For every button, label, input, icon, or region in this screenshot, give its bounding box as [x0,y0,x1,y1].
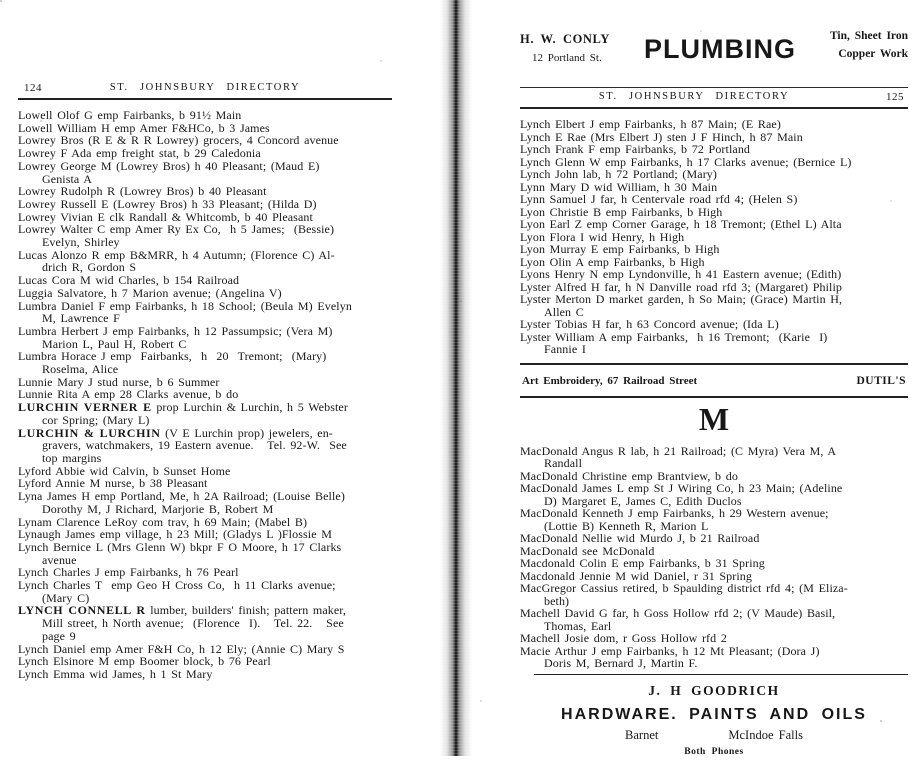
mid-ad-right-text: DUTIL'S [856,374,906,387]
page-left [18,82,392,681]
entry-bold-name: LURCHIN & LURCHIN [18,425,161,440]
directory-entry: LURCHIN VERNER E prop Lurchin & Lurchin, h 5 Webster cor Spring; (Mary L) [18,400,348,427]
directory-entry: MacDonald Kenneth J emp Fairbanks, h 29 Western avenue; (Lottie B) Kenneth R, Marion L [520,506,829,533]
directory-entry: Lowrey George M (Lowrey Bros) h 40 Pleasant; (Maud E) Genista A [18,158,320,186]
directory-entry: Lunnie Mary J stud nurse, b 6 Summer [18,374,220,389]
directory-entry: MacDonald see McDonald [520,543,655,558]
directory-entry: Lyon Earl Z emp Corner Garage, h 18 Tremont; (Ethel L) Alta [520,217,842,232]
page-right [520,26,908,757]
directory-entry: Lowrey Vivian E clk Randall & Whitcomb, b 40 Pleasant [18,209,313,224]
directory-title-left: ST. JOHNSBURY DIRECTORY [109,82,301,93]
directory-entry: Luggia Salvatore, h 7 Marion avenue; (Angelina V) [18,285,282,300]
directory-entry: Lyna James H emp Portland, Me, h 2A Railroad; (Louise Belle) Dorothy M, J Richard, Marjorie B, Robert M [18,489,345,516]
directory-entry: LURCHIN & LURCHIN (V E Lurchin prop) jewelers, en- gravers, watchmakers, 19 Eastern avenue. Tel. 92-W. See top margins [18,425,347,465]
directory-entry: Macie Arthur J emp Fairbanks, h 12 Mt Pleasant; (Dora J) Doris M, Bernard J, Martin F. [520,643,820,671]
directory-entry: Lynch John lab, h 72 Portland; (Mary) [520,167,718,182]
directory-entry: Lowrey Bros (R E & R R Lowrey) grocers, 4 Concord avenue [18,133,339,148]
directory-entry: Lucas Alonzo R emp B&MRR, h 4 Autumn; (Florence C) Al- drich R, Gordon S [18,247,335,275]
bottom-ad-goodrich [520,674,908,758]
mid-ad-row [520,365,908,396]
left-page-header [18,82,392,98]
mid-ad-left-text: Art Embroidery, 67 Railroad Street [522,374,698,387]
header-rule-right [520,107,908,109]
directory-entry: Lowrey F Ada emp freight stat, b 29 Caledonia [18,146,261,161]
directory-entry: Lynch Charles J emp Fairbanks, h 76 Pearl [18,565,239,580]
top-ad-service-line-2: Copper Work [838,48,908,60]
bottom-ad-locations [520,728,908,743]
entries-right-bottom [520,445,908,670]
directory-entry: Macdonald Jennie M wid Daniel, r 31 Spring [520,568,752,583]
book-binding-gutter [440,0,472,756]
scan-speckles [0,0,2,2]
directory-entry: Lynaugh James emp village, h 23 Mill; (Gladys L )Flossie M [18,527,332,542]
top-ad-conly-plumbing [520,26,908,80]
directory-entry: Lumbra Herbert J emp Fairbanks, h 12 Passumpsic; (Vera M) Marion L, Paul H, Robert C [18,323,333,351]
mid-ad-dutils [520,363,908,398]
directory-entry: Lynch Elsinore M emp Boomer block, b 76 Pearl [18,654,271,669]
directory-entry: Lynch Frank F emp Fairbanks, b 72 Portland [520,142,751,157]
directory-entry: Lyford Abbie wid Calvin, b Sunset Home [18,463,231,478]
directory-entry: Lunnie Rita A emp 28 Clarks avenue, b do [18,387,239,402]
directory-entry: Lucas Cora M wid Charles, b 154 Railroad [18,273,240,288]
directory-entry: LYNCH CONNELL R lumber, builders' finish; pattern maker, Mill street, h North avenue; (Florence I). Tel. 22. See page 9 [18,603,347,643]
directory-entry: MacDonald Nellie wid Murdo J, b 21 Railroad [520,531,760,546]
bottom-ad-title: HARDWARE. PAINTS AND OILS [561,706,867,724]
directory-entry: Macdonald Colin E emp Fairbanks, b 31 Spring [520,556,765,571]
directory-entry: Lyster Tobias H far, h 63 Concord avenue; (Ida L) [520,317,779,332]
right-page-header [520,88,908,107]
bottom-ad-location-left: Barnet [625,728,659,743]
directory-entry: MacDonald Christine emp Brantview, b do [520,468,738,483]
directory-entry: Lowrey Russell E (Lowrey Bros) h 33 Pleasant; (Hilda D) [18,196,317,211]
top-ad-address: 12 Portland St. [532,52,602,64]
directory-entry: Lynam Clarence LeRoy com trav, h 69 Main; (Mabel B) [18,514,308,529]
directory-entry: Lyon Flora I wid Henry, h High [520,229,685,244]
directory-entry: Machell Josie dom, r Goss Hollow rfd 2 [520,631,727,646]
directory-entry: Lyons Henry N emp Lyndonville, h 41 Eastern avenue; (Edith) [520,267,842,282]
directory-entry: Lowell Olof G emp Fairbanks, b 91½ Main [18,108,242,122]
directory-entry: Lynn Samuel J far, h Centervale road rfd 4; (Helen S) [520,192,798,207]
top-ad-service-line-1: Tin, Sheet Iron [829,30,908,42]
directory-entry: MacGregor Cassius retired, b Spaulding district rfd 4; (M Eliza- beth) [520,581,848,608]
directory-entry: Lyford Annie M nurse, b 38 Pleasant [18,476,208,491]
bottom-ad-phones: Both Phones [684,747,744,758]
directory-entry: Lowell William H emp Amer F&HCo, b 3 James [18,120,270,135]
directory-entry: Lynch Daniel emp Amer F&H Co, h 12 Ely; (Annie C) Mary S [18,641,345,656]
mid-ad-bottom-rule [520,396,908,398]
top-ad-title: PLUMBING [643,34,796,64]
directory-entry: Lowrey Rudolph R (Lowrey Bros) b 40 Pleasant [18,184,267,199]
top-ad-business-name: H. W. CONLY [520,32,610,46]
directory-entry: Lyster Alfred H far, h N Danville road rfd 3; (Margaret) Philip [520,279,843,294]
directory-entry: Lyon Christie B emp Fairbanks, b High [520,204,723,219]
directory-entry: Lynn Mary D wid William, h 30 Main [520,179,718,194]
page-number-right: 125 [886,91,904,104]
directory-entry: Lumbra Daniel F emp Fairbanks, h 18 School; (Beula M) Evelyn M, Lawrence F [18,298,352,326]
bottom-ad-location-right: McIndoe Falls [728,728,803,743]
entries-left [18,109,392,681]
entries-right-top [520,118,908,356]
directory-entry: Lynch Elbert J emp Fairbanks, h 87 Main; (E Rae) [520,117,781,132]
bottom-ad-rule [534,674,908,676]
directory-entry: Lyon Murray E emp Fairbanks, b High [520,242,720,257]
directory-entry: Lynch E Rae (Mrs Elbert J) sten J F Hinch, h 87 Main [520,129,803,144]
directory-entry: Machell David G far, h Goss Hollow rfd 2; (V Maude) Basil, Thomas, Earl [520,606,836,633]
directory-entry: Lynch Emma wid James, h 1 St Mary [18,666,213,681]
top-ad-right-block [830,26,908,60]
directory-entry: Lynch Bernice L (Mrs Glenn W) bkpr F O Moore, h 17 Clarks avenue [18,539,342,567]
directory-title-right: ST. JOHNSBURY DIRECTORY [598,91,790,103]
bottom-ad-business-name: J. H GOODRICH [648,683,780,699]
directory-entry: Lyster William A emp Fairbanks, h 16 Tremont; (Karie I) Fannie I [520,329,828,357]
section-letter-heading: M [698,400,730,437]
directory-entry: Lynch Charles T emp Geo H Cross Co, h 11 Clarks avenue; (Mary C) [18,578,336,605]
directory-entry: Lyon Olin A emp Fairbanks, b High [520,254,705,269]
entry-bold-name: LURCHIN VERNER E [18,400,152,415]
directory-entry: Lynch Glenn W emp Fairbanks, h 17 Clarks avenue; (Bernice L) [520,154,852,169]
page-number-left: 124 [24,82,42,94]
entry-bold-name: LYNCH CONNELL R [18,603,146,618]
directory-entry: MacDonald Angus R lab, h 21 Railroad; (C Myra) Vera M, A Randall [520,443,837,471]
top-ad-left-block [520,26,610,64]
directory-entry: Lyster Merton D market garden, h So Main; (Grace) Martin H, Allen C [520,292,843,319]
directory-entry: Lowrey Walter C emp Amer Ry Ex Co, h 5 James; (Bessie) Evelyn, Shirley [18,222,335,250]
directory-entry: MacDonald James L emp St J Wiring Co, h 23 Main; (Adeline D) Margaret E, James C, Edith Duclos [520,481,843,508]
header-rule-left [18,98,392,100]
directory-entry: Lumbra Horace J emp Fairbanks, h 20 Tremont; (Mary) Roselma, Alice [18,349,327,377]
